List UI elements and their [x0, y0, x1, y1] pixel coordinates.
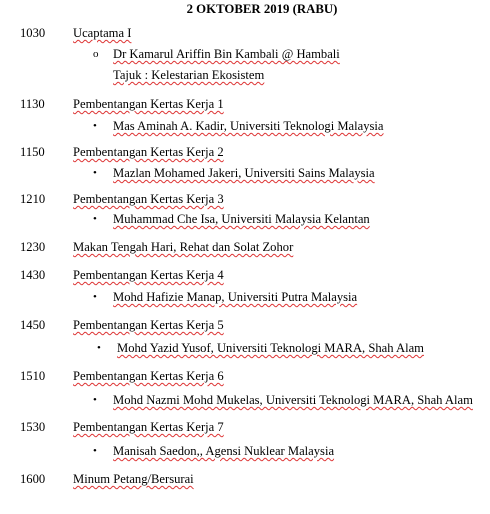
list-bullet: • — [93, 213, 97, 225]
agenda-label: Makan Tengah Hari, Rehat dan Solat Zohor — [73, 240, 294, 254]
agenda-label: Pembentangan Kertas Kerja 4 — [73, 268, 224, 282]
agenda-time: 1510 — [20, 369, 46, 383]
list-bullet: • — [93, 394, 97, 406]
agenda-time: 1210 — [20, 192, 46, 206]
agenda-label: Pembentangan Kertas Kerja 2 — [73, 145, 224, 159]
agenda-time: 1130 — [20, 97, 45, 111]
agenda-detail: Manisah Saedon,, Agensi Nuklear Malaysia — [113, 444, 335, 458]
agenda-detail: Mazlan Mohamed Jakeri, Universiti Sains Malaysia — [113, 166, 375, 180]
list-bullet: • — [93, 167, 97, 179]
agenda-detail: Mohd Hafizie Manap, Universiti Putra Malaysia — [113, 290, 358, 304]
agenda-detail: Mas Aminah A. Kadir, Universiti Teknologi Malaysia — [113, 119, 384, 133]
agenda-time: 1430 — [20, 268, 46, 282]
list-bullet: o — [93, 48, 99, 60]
agenda-detail: Mohd Yazid Yusof, Universiti Teknologi MARA, Shah Alam — [117, 341, 424, 355]
agenda-time: 1230 — [20, 240, 46, 254]
agenda-label: Pembentangan Kertas Kerja 6 — [73, 369, 224, 383]
agenda-time: 1450 — [20, 318, 46, 332]
list-bullet: • — [97, 342, 101, 354]
agenda-detail: Tajuk : Kelestarian Ekosistem — [113, 68, 265, 82]
agenda-detail: Dr Kamarul Ariffin Bin Kambali @ Hambali — [113, 47, 340, 61]
agenda-time: 1030 — [20, 26, 46, 40]
agenda-detail: Muhammad Che Isa, Universiti Malaysia Kelantan — [113, 212, 370, 226]
agenda-label: Pembentangan Kertas Kerja 7 — [73, 420, 224, 434]
agenda-time: 1530 — [20, 420, 46, 434]
agenda-label: Pembentangan Kertas Kerja 5 — [73, 318, 224, 332]
agenda-time: 1150 — [20, 145, 45, 159]
agenda-label: Ucaptama I — [73, 26, 132, 40]
page-title: 2 OKTOBER 2019 (RABU) — [186, 2, 338, 16]
agenda-label: Minum Petang/Bersurai — [73, 472, 194, 486]
agenda-label: Pembentangan Kertas Kerja 3 — [73, 192, 224, 206]
list-bullet: • — [93, 120, 97, 132]
agenda-label: Pembentangan Kertas Kerja 1 — [73, 97, 224, 111]
list-bullet: • — [93, 291, 97, 303]
agenda-time: 1600 — [20, 472, 46, 486]
list-bullet: • — [93, 445, 97, 457]
agenda-detail: Mohd Nazmi Mohd Mukelas, Universiti Teknologi MARA, Shah Alam — [113, 393, 473, 407]
